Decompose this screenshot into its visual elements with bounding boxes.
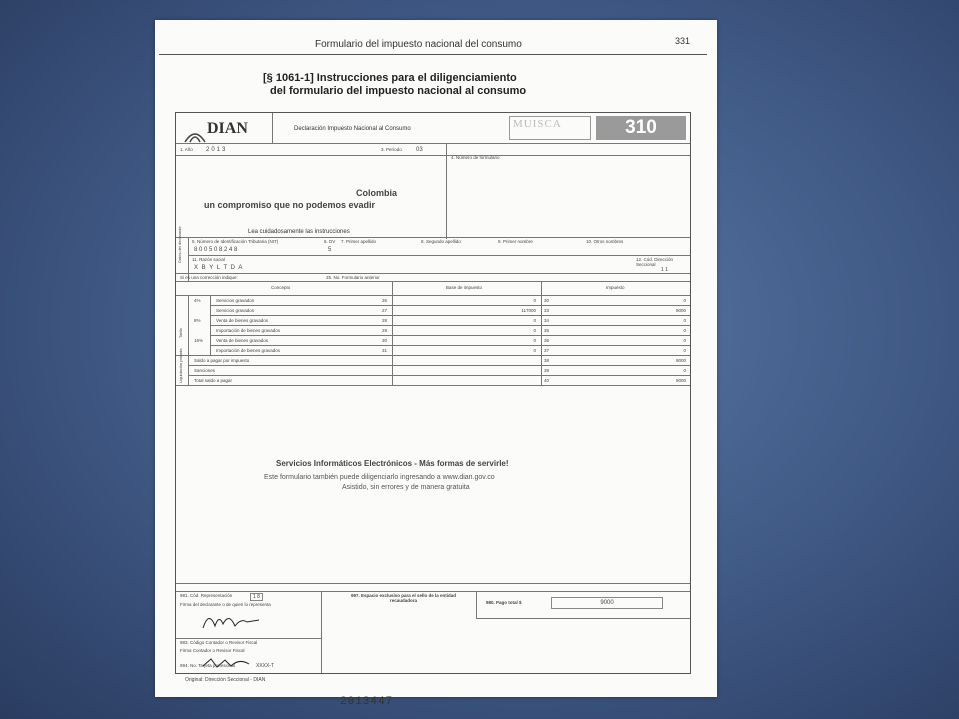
row-base-code: 31 <box>382 348 388 353</box>
declarant-signature <box>201 608 261 634</box>
totals-concept: Total saldo a pagar <box>194 378 233 383</box>
totals-code: 39 <box>544 368 550 373</box>
form-number: 310 <box>596 116 686 140</box>
row-concept: Importación de bienes gravados <box>216 348 281 353</box>
row-imp-code: 37 <box>544 348 550 353</box>
row-imp-code: 30 <box>544 298 550 303</box>
firma-contador-label: Firma Contador o Revisor Fiscal <box>180 648 245 653</box>
row-imp-value: 0 <box>683 338 686 343</box>
tarjeta-label: 994. No. Tarjeta profesional <box>180 663 235 668</box>
row-base-value: 0 <box>533 298 536 303</box>
razon-value: X B Y L T D A <box>194 265 244 271</box>
otros-label: 10. Otros nombres <box>586 239 624 244</box>
row-base-value: 0 <box>533 348 536 353</box>
row-concept: Venta de bienes gravados <box>216 318 269 323</box>
col-base: Base de impuesto <box>446 285 483 290</box>
year-label: 1. Año <box>180 147 193 152</box>
period-value: 03 <box>416 147 423 153</box>
row-imp-code: 36 <box>544 338 550 343</box>
running-head: Formulario del impuesto nacional del consumo <box>315 39 522 50</box>
nit-label: 5. Número de Identificación Tributaria (NIT) <box>192 239 279 244</box>
row-concept: Servicios gravados <box>216 308 255 313</box>
nit-value: 8 0 0 5 0 8 2 4 8 <box>194 247 238 253</box>
row-base-code: 26 <box>382 298 388 303</box>
band-line2: Este formulario también puede diligenciarlo ingresando a www.dian.gov.co <box>264 474 495 481</box>
row-base-code: 30 <box>382 338 388 343</box>
side-label-datos: Datos del declarante <box>177 226 182 263</box>
row-imp-code: 34 <box>544 318 550 323</box>
row-concept: Servicios gravados <box>216 298 255 303</box>
section-title-line2: del formulario del impuesto nacional al consumo <box>270 85 527 97</box>
apellido2-label: 8. Segundo apellido <box>421 239 461 244</box>
section-title-line1: [§ 1061-1] Instrucciones para el diligenciamiento <box>263 72 517 84</box>
row-imp-value: 0 <box>683 348 686 353</box>
band-line3: Asistido, sin errores y de manera gratuita <box>342 484 470 491</box>
cod-rep-label: 981. Cód. Representación <box>180 593 233 598</box>
form-name: Declaración Impuesto Nacional al Consumo <box>294 126 411 132</box>
origen-label: Original: Dirección Seccional - DIAN <box>185 677 266 683</box>
page-stamp: 2013447 <box>340 696 394 708</box>
prev-form-label: 25. No. Formulario anterior <box>326 275 380 280</box>
cod-dir-label: 12. Cód. Dirección Seccional <box>636 257 674 267</box>
totals-value: 9000 <box>675 378 686 383</box>
row-rate: 8% <box>194 318 201 323</box>
totals-code: 40 <box>544 378 550 383</box>
totals-value: 0 <box>683 368 686 373</box>
col-impuesto: Impuesto <box>606 285 625 290</box>
band-title: Servicios Informáticos Electrónicos - Más formas de servirle! <box>276 459 509 468</box>
row-imp-value: 0 <box>683 328 686 333</box>
tax-form <box>175 112 691 674</box>
row-base-value: 0 <box>533 338 536 343</box>
row-base-code: 27 <box>382 308 388 313</box>
form-no-label: 4. Número de formulario <box>451 155 500 160</box>
cod-rep-value: 1 8 <box>250 593 263 601</box>
muisca-label: MUISCA <box>513 118 562 130</box>
row-imp-code: 33 <box>544 308 550 313</box>
totals-concept: Sanciones <box>194 368 216 373</box>
row-concept: Importación de bienes gravados <box>216 328 281 333</box>
nombre1-label: 9. Primer nombre <box>498 239 533 244</box>
row-base-code: 29 <box>382 328 388 333</box>
row-base-value: 117000 <box>521 308 536 313</box>
pago-total-label: 980. Pago total $ <box>486 600 522 605</box>
row-base-value: 0 <box>533 318 536 323</box>
side-label-tarifa: Tarifa <box>178 328 183 338</box>
tarjeta-value: XXXX-T <box>256 663 275 669</box>
header-rule <box>159 54 707 55</box>
row-base-code: 28 <box>382 318 388 323</box>
slogan-line1: Colombia <box>356 188 398 198</box>
totals-value: 9000 <box>675 358 686 363</box>
row-rate: 4% <box>194 298 201 303</box>
totals-code: 38 <box>544 358 550 363</box>
contador-label: 983. Código Contador o Revisor Fiscal <box>180 640 258 645</box>
page-number: 331 <box>675 36 691 46</box>
firma-label: Firma del declarante o de quien lo representa <box>180 602 271 607</box>
correccion-label: Si es una corrección indique: <box>180 275 238 280</box>
dian-label: DIAN <box>207 120 248 137</box>
dv-label: 6. DV <box>324 239 336 244</box>
totals-concept: Saldo a pagar por impuesto <box>194 358 250 363</box>
row-concept: Venta de bienes gravados <box>216 338 269 343</box>
dv-value: 5 <box>328 247 332 253</box>
dian-logo <box>181 115 271 141</box>
row-rate: 16% <box>194 338 204 343</box>
cod-dir-value: 1 1 <box>661 267 668 273</box>
side-label-liq: Liquidación privada <box>178 348 183 383</box>
read-instructions: Lea cuidadosamente las instrucciones <box>248 229 350 235</box>
col-concepto: Concepto <box>271 285 291 290</box>
row-imp-value: 0 <box>683 318 686 323</box>
year-value: 2013 <box>206 147 228 153</box>
exclusive-label: 997. Espacio exclusivo para el sello de la entidad recaudadora <box>350 593 457 603</box>
scanned-page <box>155 20 717 708</box>
row-imp-code: 35 <box>544 328 550 333</box>
row-base-value: 0 <box>533 328 536 333</box>
pago-total-value: 9000 <box>551 597 663 609</box>
slogan-line2: un compromiso que no podemos evadir <box>204 200 376 210</box>
dian-emblem-icon <box>183 124 207 144</box>
row-imp-value: 9000 <box>675 308 686 313</box>
period-label: 3. Período <box>381 147 402 152</box>
apellido1-label: 7. Primer apellido <box>341 239 377 244</box>
row-imp-value: 0 <box>683 298 686 303</box>
razon-label: 11. Razón social <box>192 257 225 262</box>
